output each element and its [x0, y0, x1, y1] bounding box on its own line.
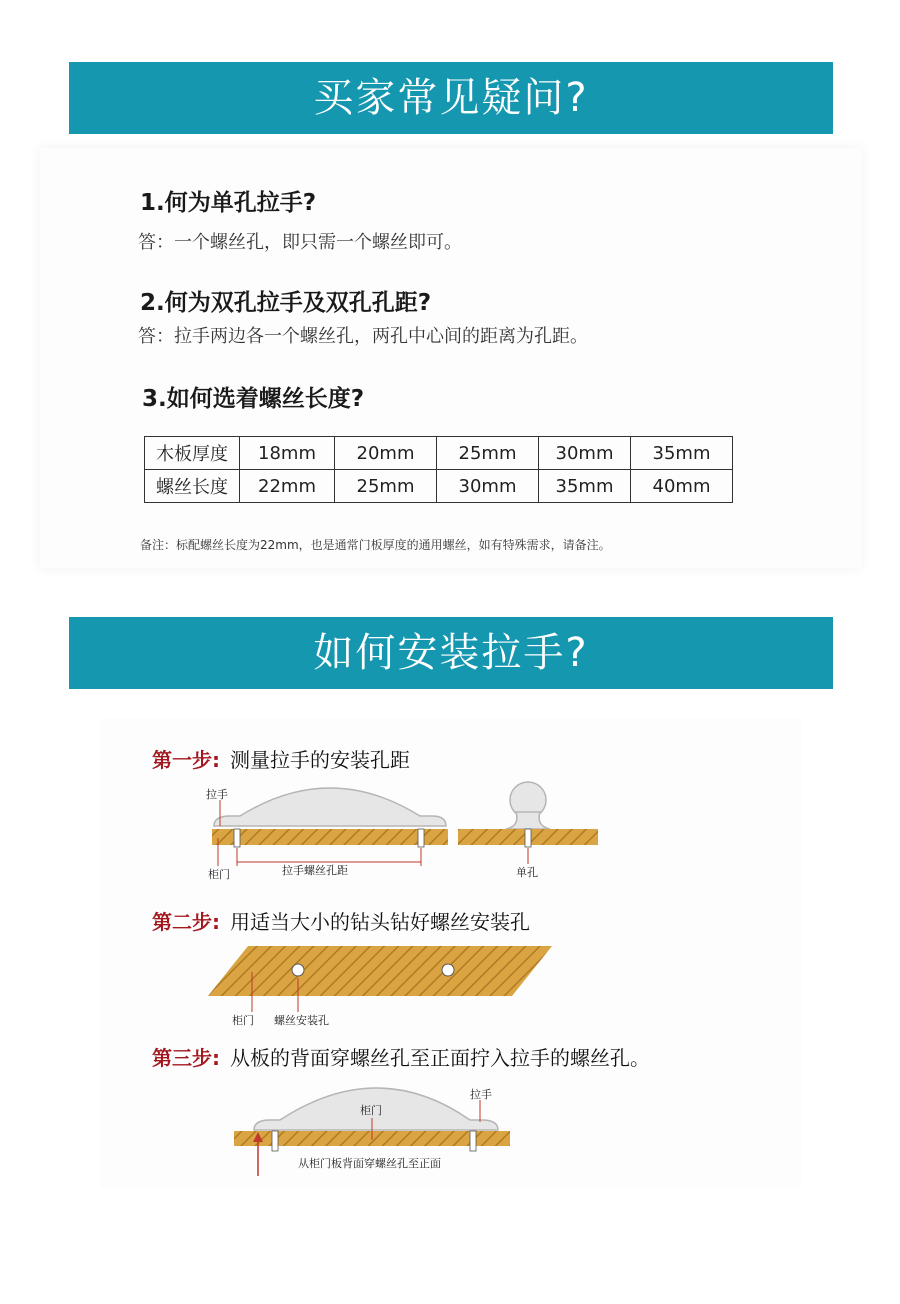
label-door: 柜门 — [360, 1104, 382, 1117]
step-2 — [152, 906, 530, 935]
step-1-prefix: 第一步: — [152, 748, 220, 772]
wood-board — [212, 829, 448, 845]
hole-icon — [442, 964, 454, 976]
label-handle: 拉手 — [470, 1088, 492, 1101]
question-2: 2.何为双孔拉手及双孔孔距? — [140, 290, 432, 316]
step-3-text: 从板的背面穿螺丝孔至正面拧入拉手的螺丝孔。 — [230, 1046, 650, 1070]
answer-1: 答：一个螺丝孔，即只需一个螺丝即可。 — [138, 232, 462, 253]
label-door: 柜门 — [208, 868, 230, 881]
handle-shape — [214, 788, 446, 826]
step-3 — [152, 1042, 650, 1071]
screw-icon — [234, 829, 240, 847]
answer-2: 答：拉手两边各一个螺丝孔，两孔中心间的距离为孔距。 — [138, 326, 588, 347]
faq-banner: 买家常见疑问? — [69, 62, 833, 134]
hole-icon — [292, 964, 304, 976]
install-banner: 如何安装拉手? — [69, 617, 833, 689]
table-cell: 25mm — [335, 470, 437, 503]
table-cell: 35mm — [631, 437, 733, 470]
step-2-text: 用适当大小的钻头钻好螺丝安装孔 — [230, 910, 530, 934]
table-cell: 30mm — [539, 437, 631, 470]
table-cell: 30mm — [437, 470, 539, 503]
step-1-text: 测量拉手的安装孔距 — [230, 748, 410, 772]
table-cell: 40mm — [631, 470, 733, 503]
question-1: 1.何为单孔拉手? — [140, 190, 317, 216]
question-3: 3.如何选着螺丝长度? — [142, 386, 365, 412]
remark-note: 备注：标配螺丝长度为22mm，也是通常门板厚度的通用螺丝，如有特殊需求，请备注。 — [140, 538, 611, 552]
figure-drilled-board — [208, 946, 552, 1012]
step-3-prefix: 第三步: — [152, 1046, 220, 1070]
wood-board — [208, 946, 552, 996]
table-cell: 螺丝长度 — [145, 470, 240, 503]
label-screw-hole: 螺丝安装孔 — [274, 1014, 329, 1027]
table-cell: 木板厚度 — [145, 437, 240, 470]
screw-icon — [470, 1131, 476, 1151]
table-cell: 18mm — [240, 437, 335, 470]
figure-double-hole-handle — [212, 788, 448, 866]
screw-icon — [525, 829, 531, 847]
step-2-prefix: 第二步: — [152, 910, 220, 934]
label-handle: 拉手 — [206, 788, 228, 801]
screw-icon — [418, 829, 424, 847]
label-hole-distance: 拉手螺丝孔距 — [282, 864, 348, 877]
screw-icon — [272, 1131, 278, 1151]
table-cell: 25mm — [437, 437, 539, 470]
label-through: 从柜门板背面穿螺丝孔至正面 — [298, 1157, 441, 1170]
label-single-hole: 单孔 — [516, 866, 538, 879]
table-cell: 22mm — [240, 470, 335, 503]
label-door: 柜门 — [232, 1014, 254, 1027]
figure-single-hole-knob — [458, 782, 598, 864]
table-cell: 35mm — [539, 470, 631, 503]
table-cell: 20mm — [335, 437, 437, 470]
